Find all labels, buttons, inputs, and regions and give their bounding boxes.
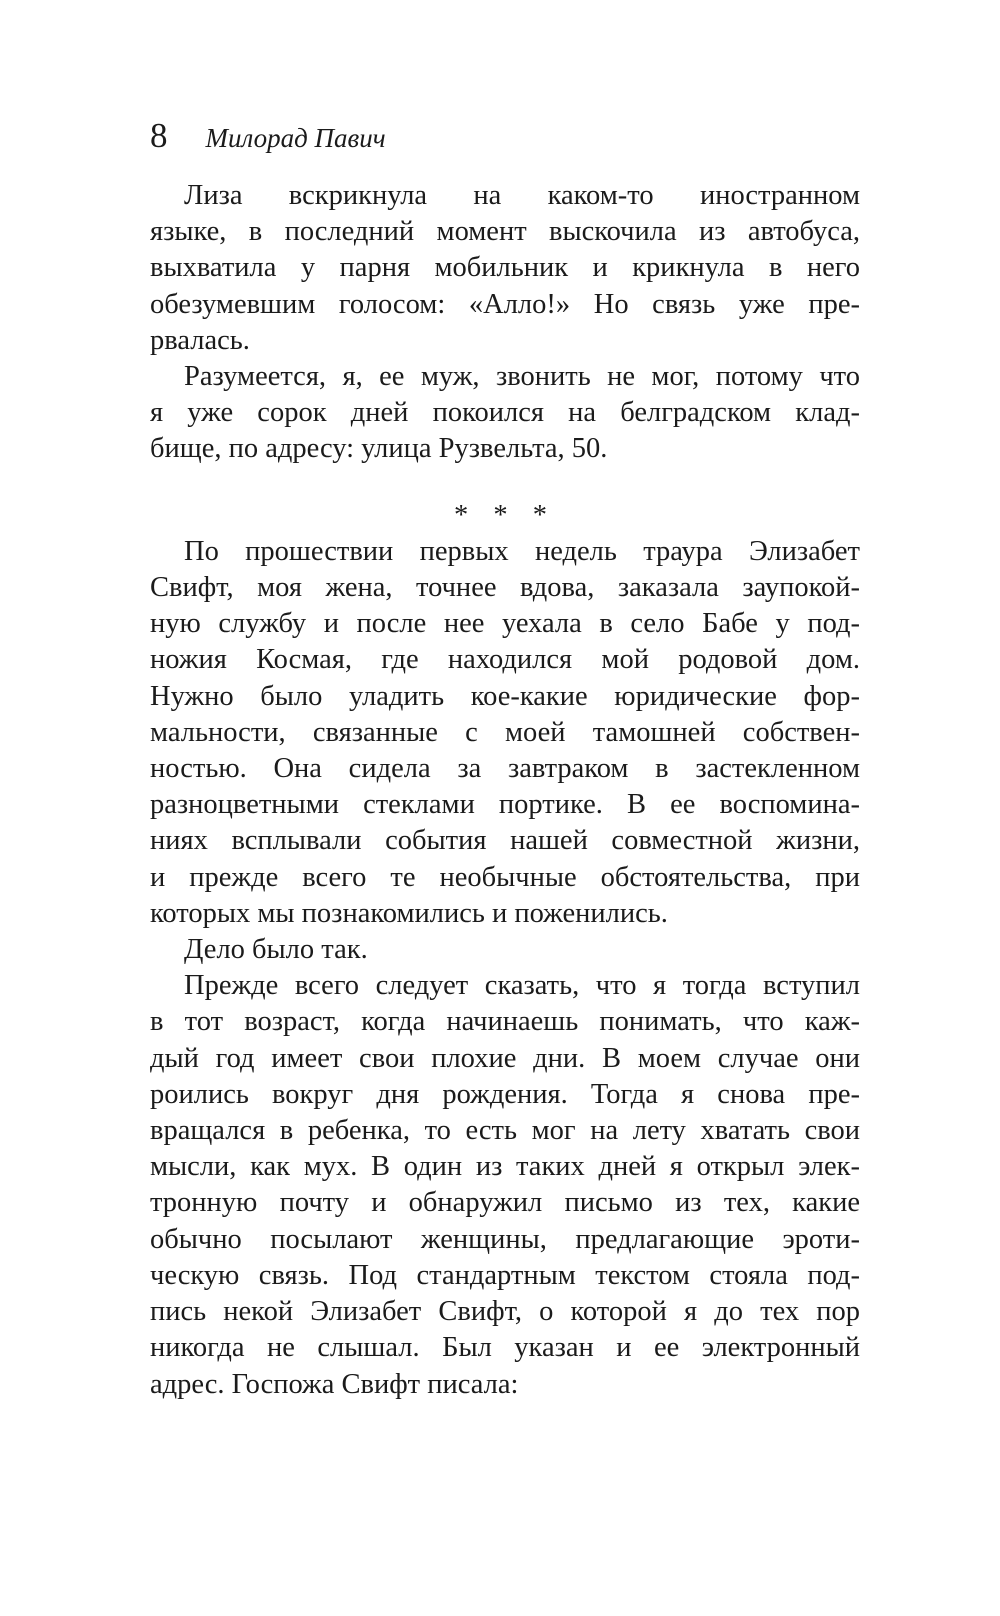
text-line: в тот возраст, когда начинаешь понимать, что каж- xyxy=(150,1006,860,1038)
text-line: которых мы познакомились и поженились. xyxy=(150,897,668,929)
text-line: рвалась. xyxy=(150,324,250,356)
text-line: я уже сорок дней покоился на белградском клад- xyxy=(150,397,860,429)
text-line: роились вокруг дня рождения. Тогда я снова пре- xyxy=(150,1078,860,1110)
text-line: ную службу и после нее уехала в село Бабе у под- xyxy=(150,608,860,640)
text-line: разноцветными стеклами портике. В ее воспомина- xyxy=(150,789,860,821)
text-line: дый год имеет свои плохие дни. В моем случае они xyxy=(150,1042,860,1074)
text-line: и прежде всего те необычные обстоятельства, при xyxy=(150,861,860,893)
text-line: никогда не слышал. Был указан и ее электронный xyxy=(150,1332,860,1364)
text-line: обезумевшим голосом: «Алло!» Но связь уже пре- xyxy=(150,288,860,320)
text-line: Лиза вскрикнула на каком-то иностранном xyxy=(184,180,860,211)
text-line: Дело было так. xyxy=(184,934,368,966)
text-line: ческую связь. Под стандартным текстом стояла под- xyxy=(150,1259,860,1291)
text-line: мысли, как мух. В один из таких дней я открыл элек- xyxy=(150,1151,860,1183)
section-separator: * * * xyxy=(454,499,556,531)
body-text xyxy=(150,178,860,1403)
text-line: обычно посылают женщины, предлагающие эроти- xyxy=(150,1223,860,1255)
text-line: вращался в ребенка, то есть мог на лету хватать свои xyxy=(150,1115,860,1147)
text-line: пись некой Элизабет Свифт, о которой я до тех пор xyxy=(150,1296,860,1328)
text-line: языке, в последний момент выскочила из автобуса, xyxy=(150,216,860,248)
page-number: 8 xyxy=(150,116,168,155)
text-line: тронную почту и обнаружил письмо из тех, какие xyxy=(150,1187,860,1219)
text-line: бище, по адресу: улица Рузвельта, 50. xyxy=(150,433,608,465)
text-line: ниях всплывали события нашей совместной жизни, xyxy=(150,825,860,857)
text-line: По прошествии первых недель траура Элизабет xyxy=(184,535,860,567)
page-header xyxy=(150,116,860,156)
text-line: ножия Космая, где находился мой родовой дом. xyxy=(150,644,860,676)
running-header: Милорад Павич xyxy=(205,123,386,153)
text-line: Прежде всего следует сказать, что я тогда вступил xyxy=(184,970,860,1002)
text-line: Нужно было уладить кое-какие юридические фор- xyxy=(150,680,860,712)
text-line: Разумеется, я, ее муж, звонить не мог, потому что xyxy=(184,361,860,393)
text-line: Свифт, моя жена, точнее вдова, заказала заупокой- xyxy=(150,572,860,604)
text-line: ностью. Она сидела за завтраком в застекленном xyxy=(150,753,860,785)
text-line: выхватила у парня мобильник и крикнула в него xyxy=(150,252,860,284)
text-line: адрес. Госпожа Свифт писала: xyxy=(150,1368,519,1400)
text-line: мальности, связанные с моей тамошней собствен- xyxy=(150,716,860,748)
